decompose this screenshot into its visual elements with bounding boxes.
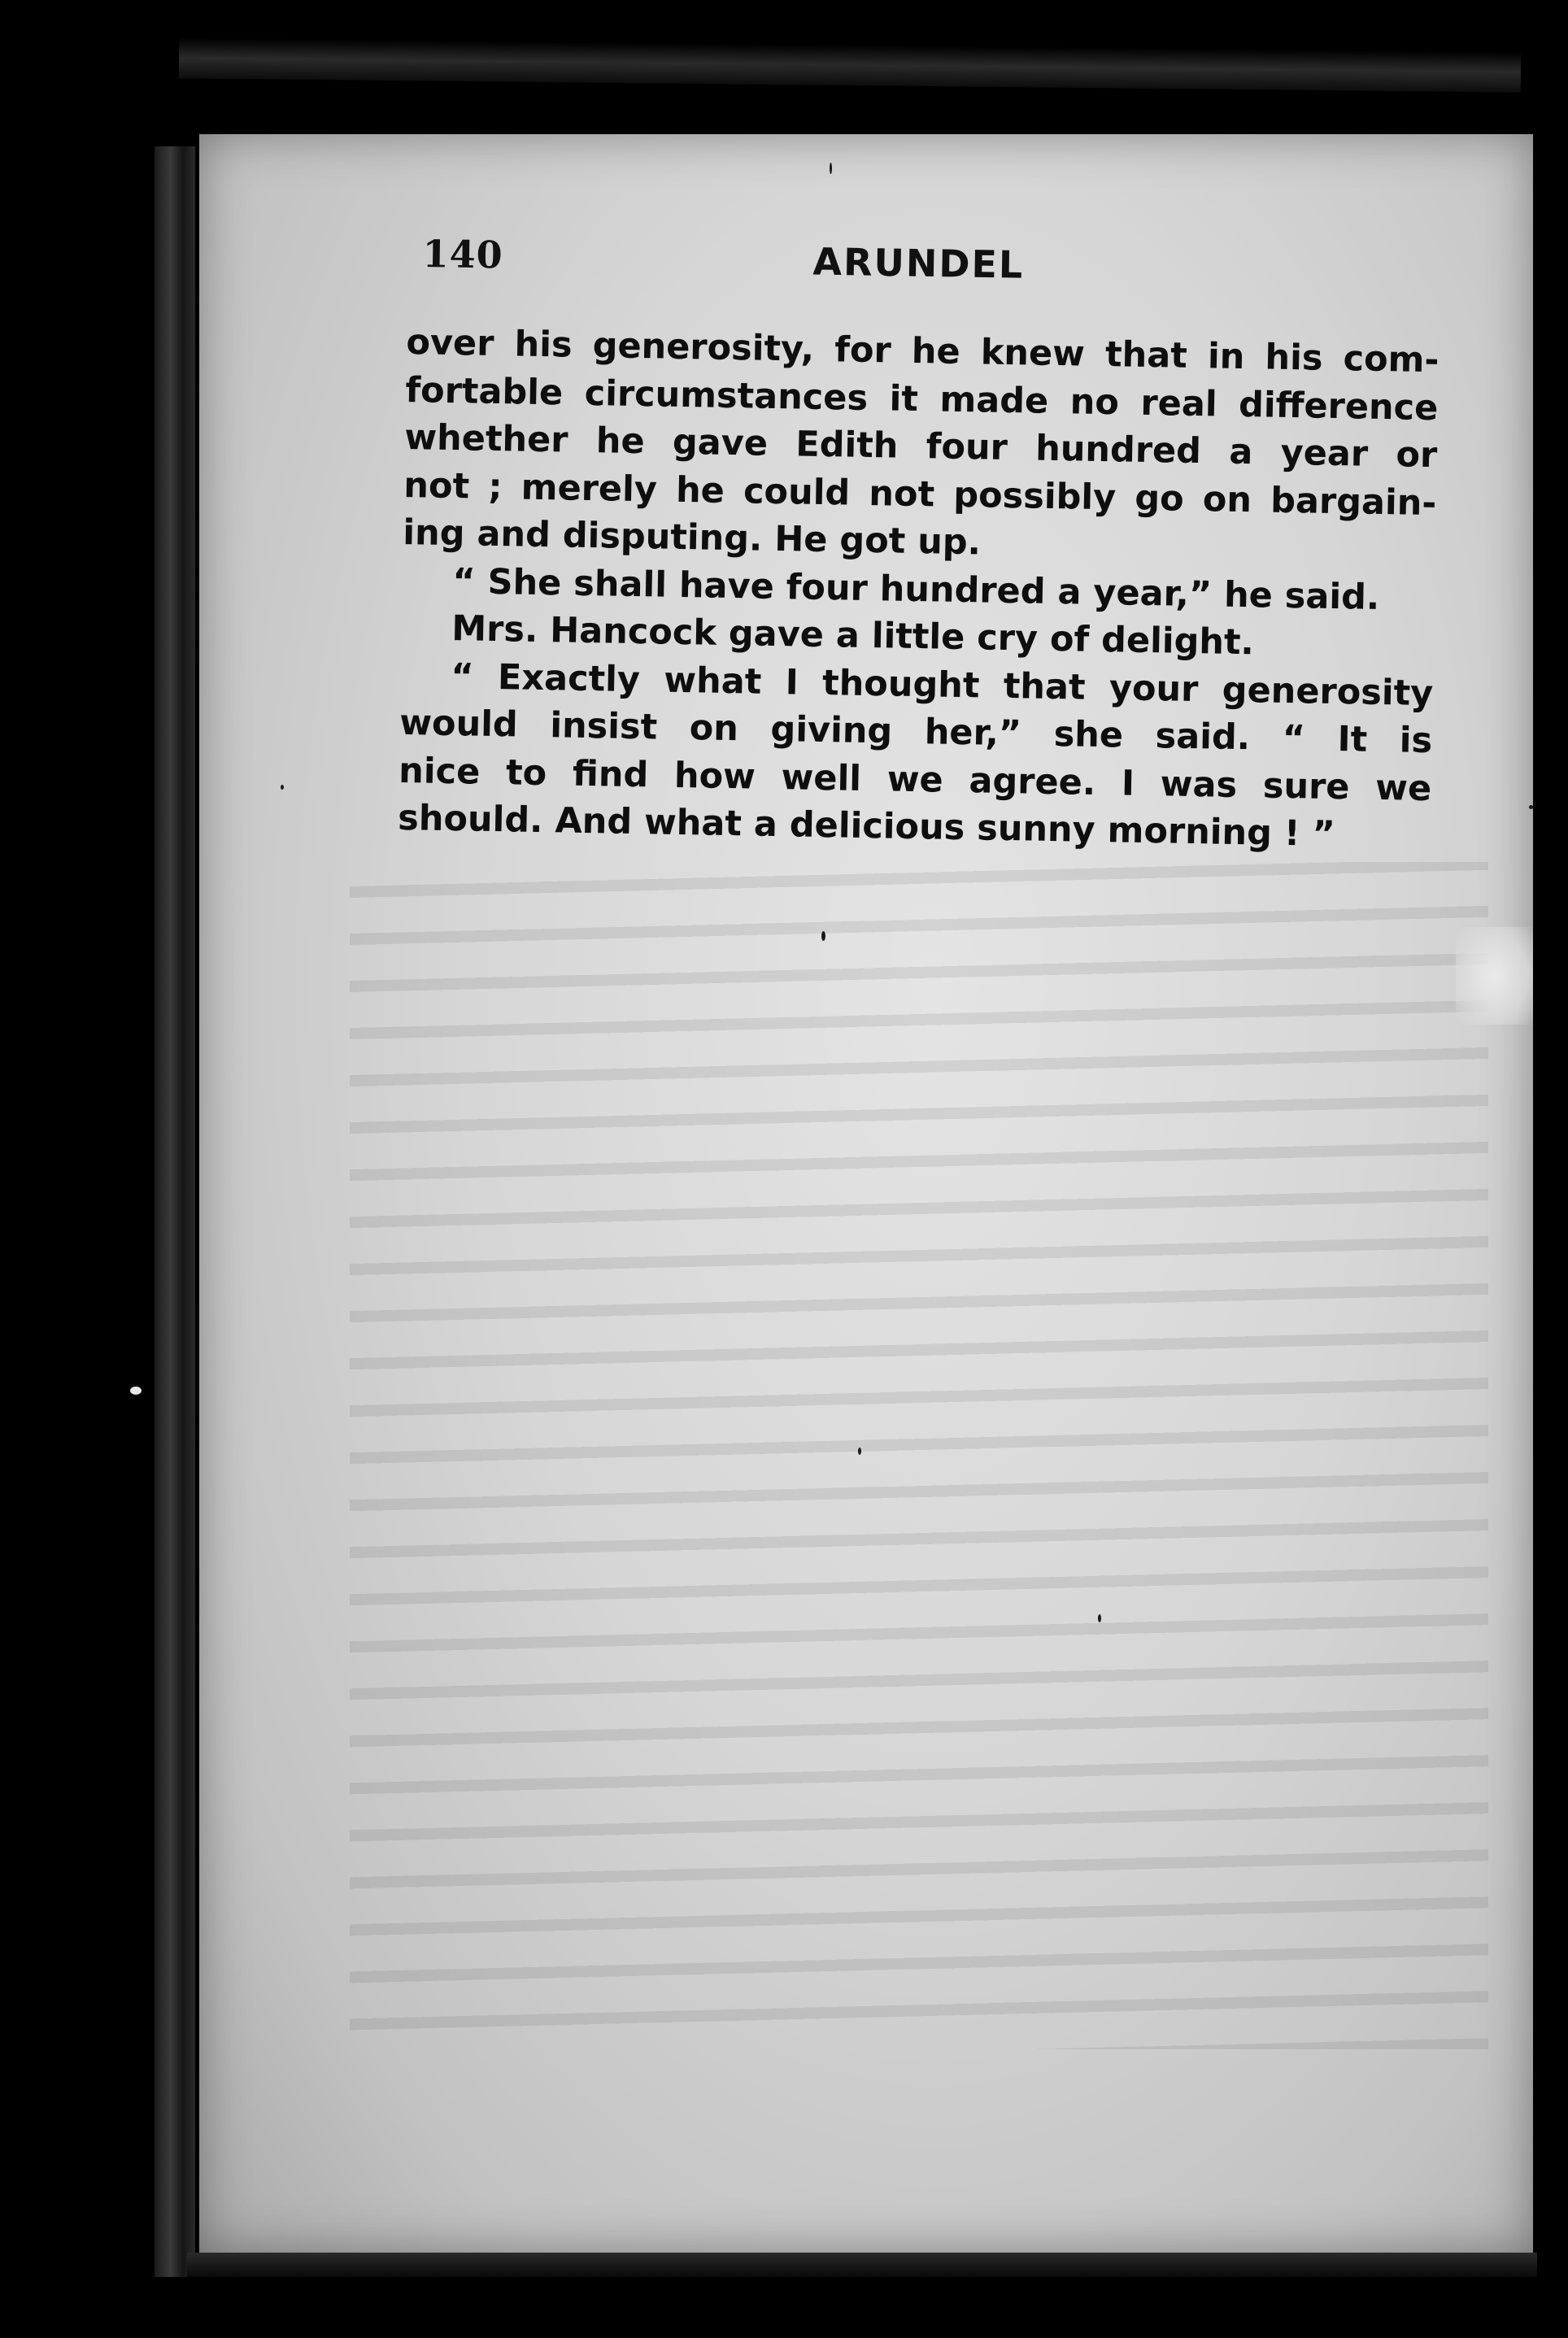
text-line: not ; merely he could not possibly go on bargain- [403, 464, 1437, 524]
text-line: would insist on giving her,” she said. “ It is [399, 702, 1433, 762]
dust-speck [1098, 1614, 1101, 1622]
page-stain [1456, 927, 1533, 1025]
text-line: whether he gave Edith four hundred a year or [404, 416, 1438, 477]
dust-speck [130, 1387, 142, 1395]
dust-speck [830, 163, 832, 174]
book-spine-edge [155, 146, 195, 2277]
text-line: should. And what a delicious sunny morning ! ” [397, 797, 1336, 856]
text-line: “ She shall have four hundred a year,” he said. [451, 560, 1380, 618]
text-line: nice to find how well we agree. I was sure we [398, 750, 1432, 809]
page-number: 140 [422, 232, 504, 277]
dust-speck [281, 785, 284, 790]
book-cover-top-edge [179, 37, 1521, 92]
text-line: over his generosity, for he knew that in his com- [406, 321, 1440, 381]
text-line: ing and disputing. He got up. [402, 512, 982, 564]
body-text [398, 319, 1440, 860]
running-title: ARUNDEL [812, 239, 1025, 287]
text-line: fortable circumstances it made no real difference [405, 369, 1439, 429]
dust-speck [1529, 805, 1533, 809]
show-through-text [350, 862, 1488, 2049]
book-bottom-edge [187, 2253, 1537, 2277]
text-line: “ Exactly what I thought that your generosity [450, 655, 1434, 714]
text-line: Mrs. Hancock gave a little cry of delight. [451, 608, 1255, 664]
dust-speck [821, 931, 825, 941]
dust-speck [858, 1448, 861, 1455]
